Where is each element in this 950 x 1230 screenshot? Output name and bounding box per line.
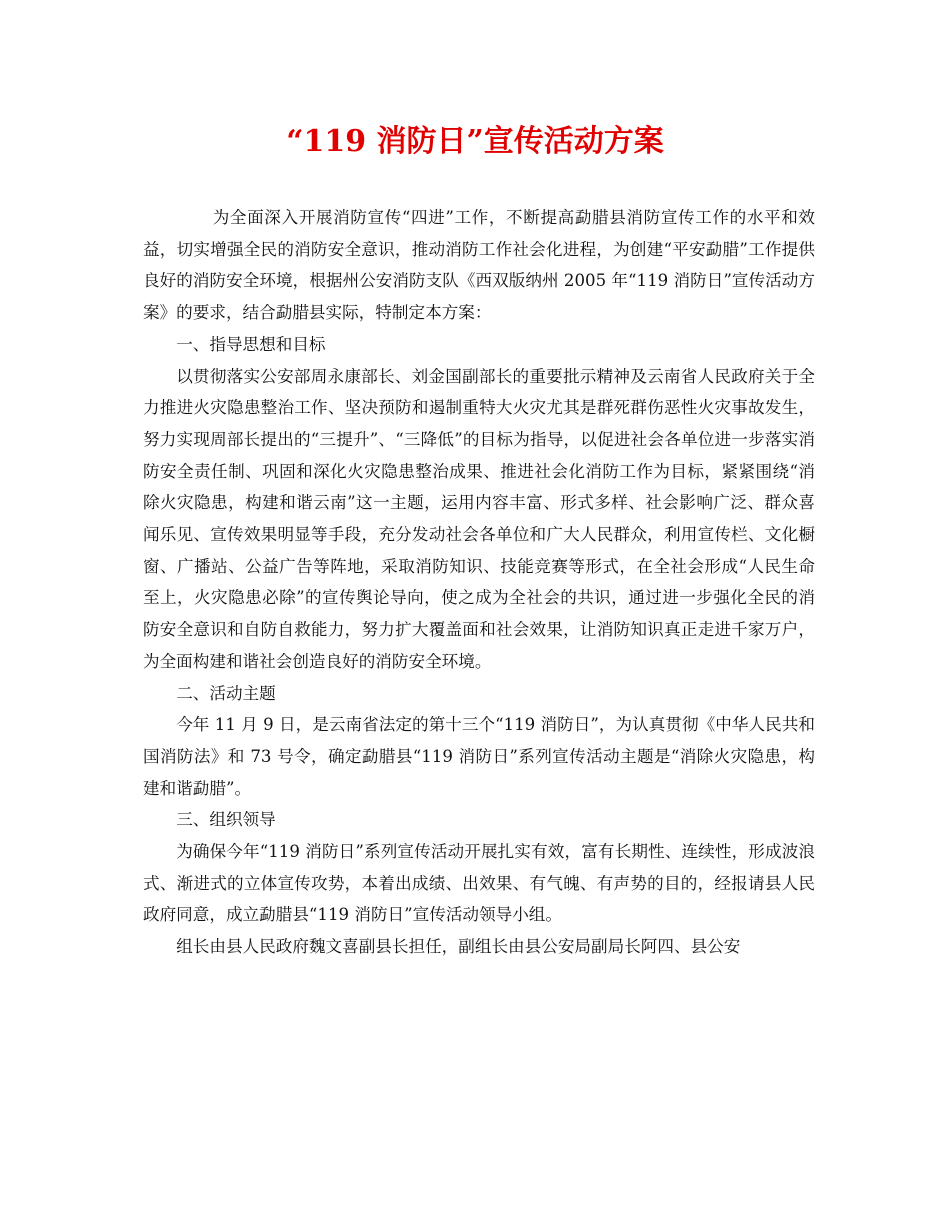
document-body <box>143 202 815 963</box>
intro-paragraph: 为全面深入开展消防宣传“四进”工作，不断提高勐腊县消防宣传工作的水平和效益，切实增强全民的消防安全意识，推动消防工作社会化进程，为创建“平安勐腊”工作提供良好的消防安全环境，根据州公安消防支队《西双版纳州 2005 年“119 消防日”宣传活动方案》的要求，结合勐腊县实际，特制定本方案： <box>143 208 815 323</box>
activity-theme-paragraph: 今年 11 月 9 日，是云南省法定的第十三个“119 消防日”，为认真贯彻《中华人民共和国消防法》和 73 号令，确定勐腊县“119 消防日”系列宣传活动主题是“消除火灾隐患，构建和谐勐腊”。 <box>143 715 815 798</box>
section-heading-guiding-principles: 一、指导思想和目标 <box>176 334 326 354</box>
document-title: “119 消防日”宣传活动方案 <box>286 124 664 159</box>
leadership-paragraph: 组长由县人民政府魏文喜副县长担任，副组长由县公安局副局长阿四、县公安 <box>176 937 741 957</box>
section-heading-organization: 三、组织领导 <box>176 810 276 830</box>
organization-paragraph: 为确保今年“119 消防日”系列宣传活动开展扎实有效，富有长期性、连续性，形成波浪式、渐进式的立体宣传攻势，本着出成绩、出效果、有气魄、有声势的目的，经报请县人民政府同意，成立勐腊县“119 消防日”宣传活动领导小组。 <box>143 842 815 925</box>
guiding-principles-paragraph: 以贯彻落实公安部周永康部长、刘金国副部长的重要批示精神及云南省人民政府关于全力推进火灾隐患整治工作、坚决预防和遏制重特大火灾尤其是群死群伤恶性火灾事故发生，努力实现周部长提出的“三提升”、“三降低”的目标为指导，以促进社会各单位进一步落实消防安全责任制、巩固和深化火灾隐患整治成果、推进社会化消防工作为目标，紧紧围绕“消除火灾隐患，构建和谐云南”这一主题，运用内容丰富、形式多样、社会影响广泛、群众喜闻乐见、宣传效果明显等手段，充分发动社会各单位和广大人民群众，利用宣传栏、文化橱窗、广播站、公益广告等阵地，采取消防知识、技能竞赛等形式，在全社会形成“人民生命至上，火灾隐患必除”的宣传舆论导向，使之成为全社会的共识，通过进一步强化全民的消防安全意识和自防自救能力，努力扩大覆盖面和社会效果，让消防知识真正走进千家万户，为全面构建和谐社会创造良好的消防安全环境。 <box>143 366 815 671</box>
section-heading-activity-theme: 二、活动主题 <box>176 683 276 703</box>
